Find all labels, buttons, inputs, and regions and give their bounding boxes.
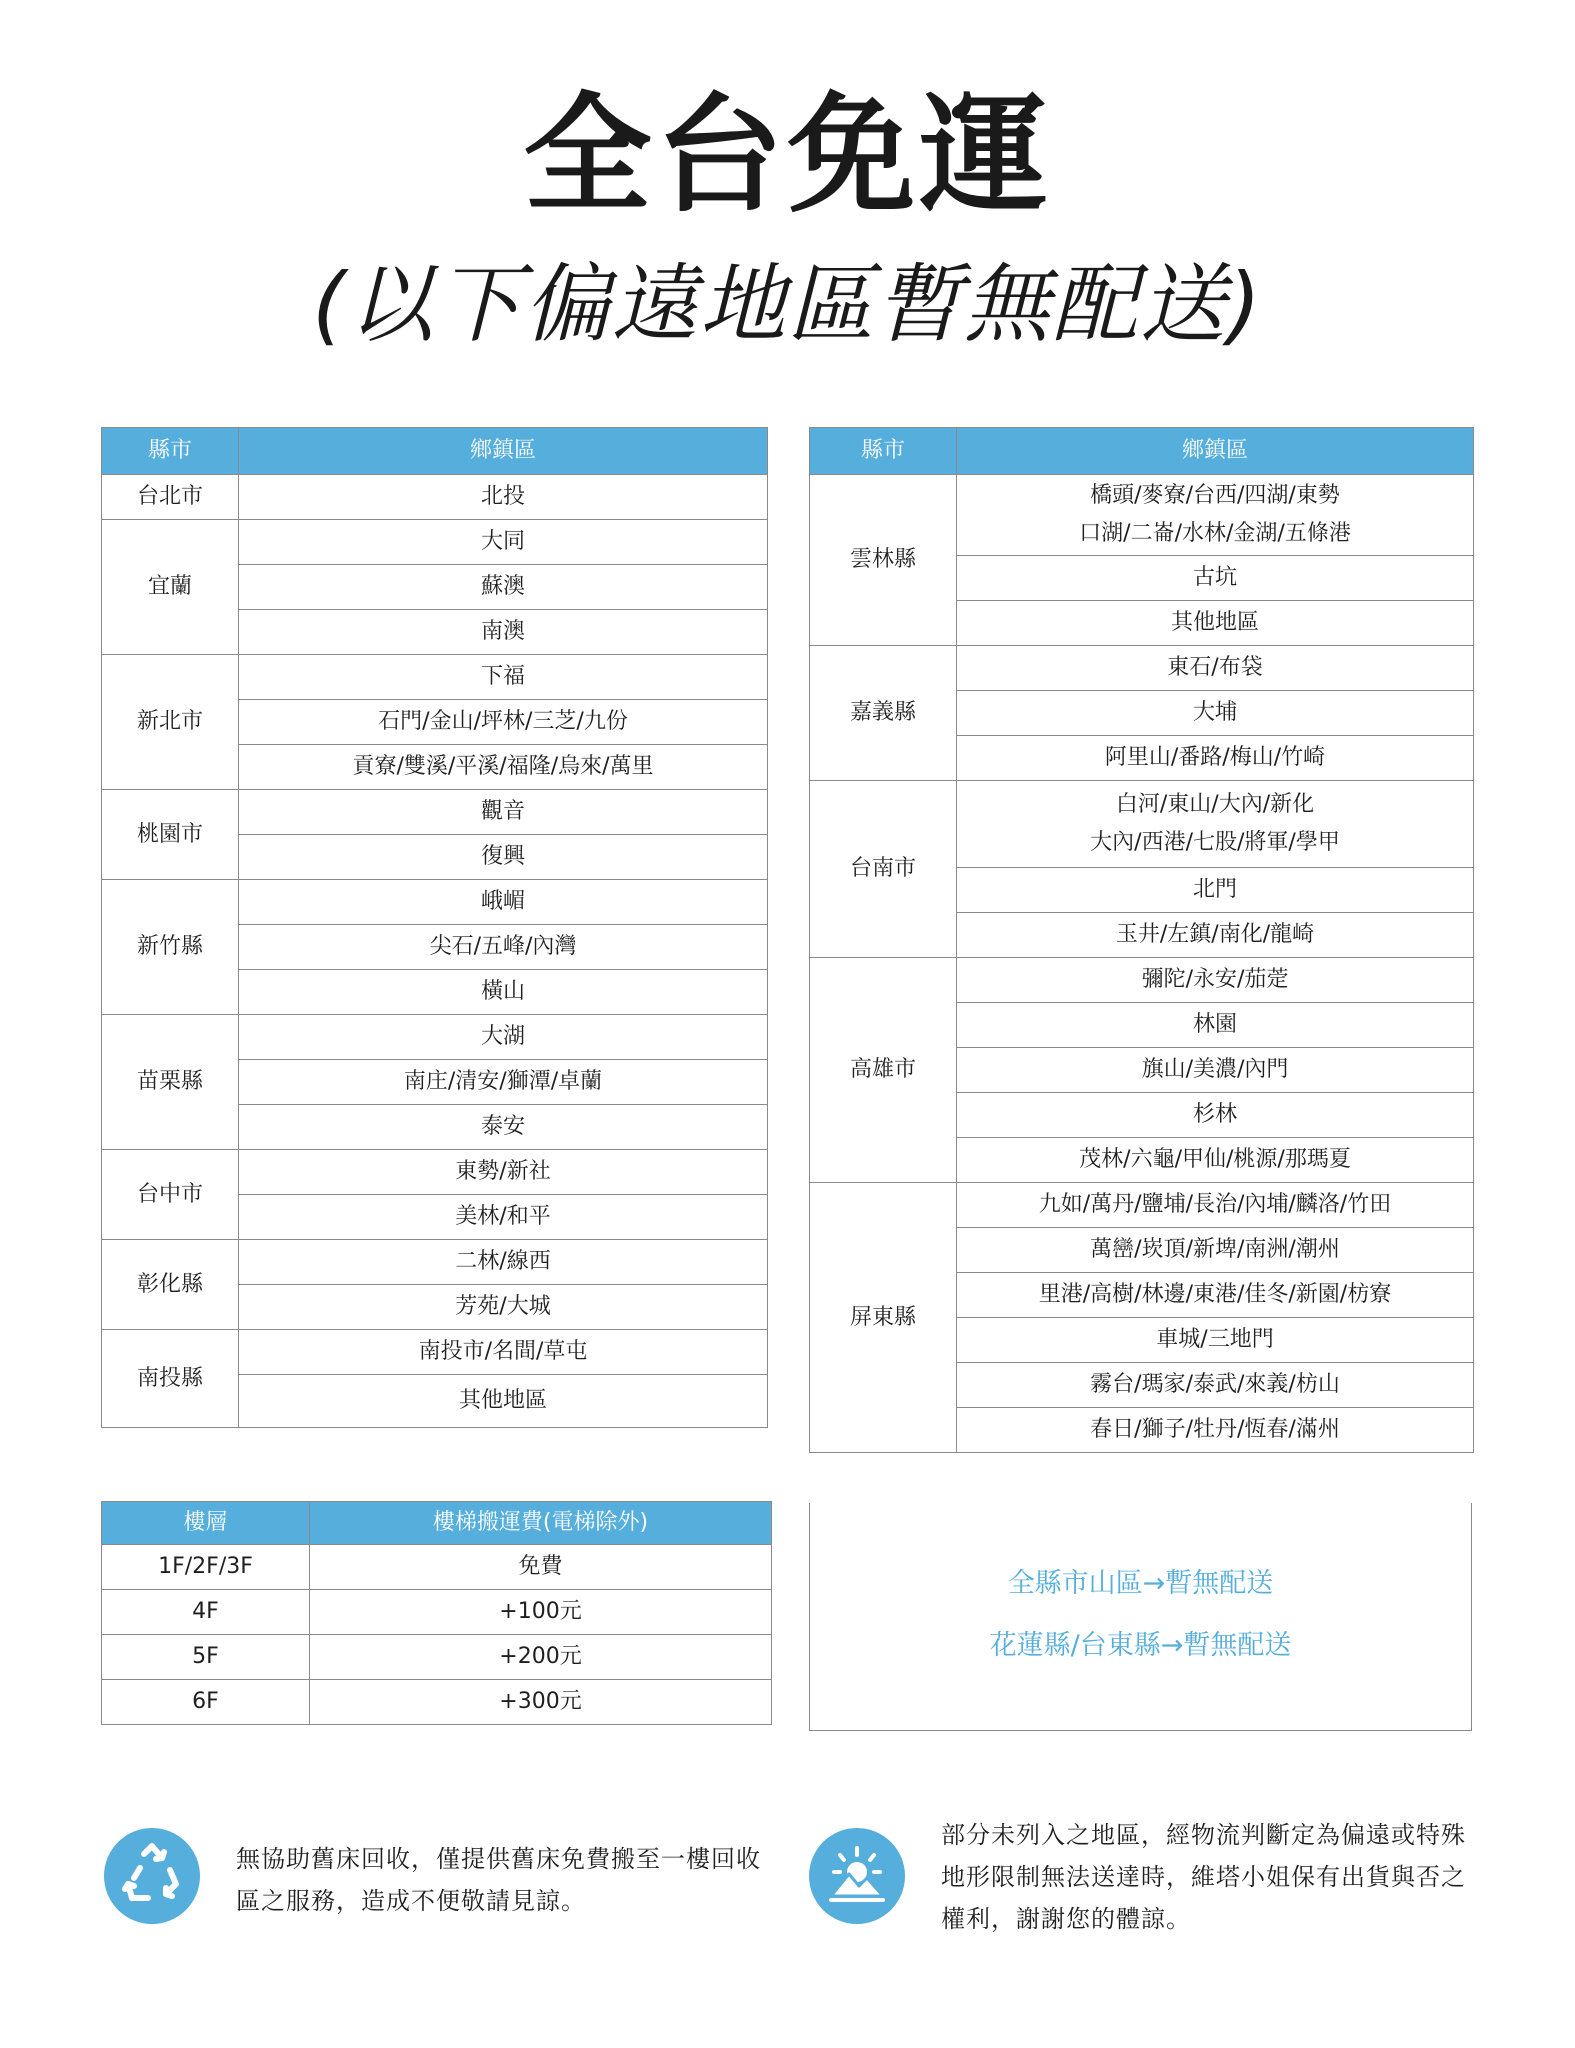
city-cell: 台北市 (102, 475, 239, 520)
city-cell: 屏東縣 (810, 1183, 957, 1453)
page-title: 全台免運 (523, 81, 1052, 230)
table-row (102, 520, 768, 565)
area-line: 橋頭/麥寮/台西/四湖/東勢 (1090, 483, 1340, 508)
area-cell: 橫山 (239, 970, 768, 1015)
city-cell: 苗栗縣 (102, 1015, 239, 1150)
table-row (102, 1545, 772, 1590)
right-region-table (809, 427, 1474, 1453)
area-cell: 大埔 (957, 691, 1474, 736)
floor-cell: 4F (102, 1590, 310, 1635)
column-header-city: 縣市 (102, 428, 239, 475)
city-cell: 高雄市 (810, 958, 957, 1183)
note-hualien-taitung: 花蓮縣/台東縣→暫無配送 (989, 1630, 1292, 1661)
area-cell: 東勢/新社 (239, 1150, 768, 1195)
recycle-note (236, 1838, 776, 1922)
area-cell: 東石/布袋 (957, 646, 1474, 691)
recycle-note-line: 區之服務，造成不便敬請見諒。 (236, 1887, 586, 1915)
city-cell: 嘉義縣 (810, 646, 957, 781)
city-cell: 新北市 (102, 655, 239, 790)
column-header-floor: 樓層 (102, 1502, 310, 1545)
area-cell: 觀音 (239, 790, 768, 835)
area-cell: 美林/和平 (239, 1195, 768, 1240)
table-row (102, 475, 768, 520)
table-row (102, 1015, 768, 1060)
city-cell: 南投縣 (102, 1330, 239, 1428)
area-cell: 茂林/六龜/甲仙/桃源/那瑪夏 (957, 1138, 1474, 1183)
floor-cell: 6F (102, 1680, 310, 1725)
area-cell: 下福 (239, 655, 768, 700)
fee-cell: +300元 (310, 1680, 772, 1725)
floor-cell: 5F (102, 1635, 310, 1680)
city-cell: 桃園市 (102, 790, 239, 880)
table-row (102, 1330, 768, 1375)
area-cell: 二林/線西 (239, 1240, 768, 1285)
table-row (102, 880, 768, 925)
area-cell: 峨嵋 (239, 880, 768, 925)
area-cell: 尖石/五峰/內灣 (239, 925, 768, 970)
table-row (102, 1680, 772, 1725)
column-header-area: 鄉鎮區 (957, 428, 1474, 475)
left-region-table (101, 427, 768, 1428)
area-cell: 杉林 (957, 1093, 1474, 1138)
area-cell: 芳苑/大城 (239, 1285, 768, 1330)
city-cell: 宜蘭 (102, 520, 239, 655)
area-line: 口湖/二崙/水林/金湖/五條港 (1079, 521, 1351, 546)
mountain-sun-icon (809, 1828, 905, 1924)
area-cell: 北門 (957, 868, 1474, 913)
area-cell: 大湖 (239, 1015, 768, 1060)
remote-area-note (941, 1814, 1481, 1940)
recycle-note-line: 無協助舊床回收，僅提供舊床免費搬至一樓回收 (236, 1845, 761, 1873)
column-header-city: 縣市 (810, 428, 957, 475)
no-delivery-note-box (809, 1503, 1472, 1731)
remote-note-line: 權利，謝謝您的體諒。 (941, 1905, 1191, 1933)
area-cell: 彌陀/永安/茄萣 (957, 958, 1474, 1003)
area-cell: 旗山/美濃/內門 (957, 1048, 1474, 1093)
floor-cell: 1F/2F/3F (102, 1545, 310, 1590)
city-cell: 台中市 (102, 1150, 239, 1240)
area-cell: 其他地區 (239, 1375, 768, 1428)
area-cell: 玉井/左鎮/南化/龍崎 (957, 913, 1474, 958)
area-cell: 林園 (957, 1003, 1474, 1048)
city-cell: 新竹縣 (102, 880, 239, 1015)
area-cell: 貢寮/雙溪/平溪/福隆/烏來/萬里 (239, 745, 768, 790)
city-cell: 彰化縣 (102, 1240, 239, 1330)
table-row (102, 1150, 768, 1195)
area-cell: 阿里山/番路/梅山/竹崎 (957, 736, 1474, 781)
fee-cell: +100元 (310, 1590, 772, 1635)
remote-note-line: 部分未列入之地區，經物流判斷定為偏遠或特殊 (941, 1821, 1466, 1849)
area-cell: 霧台/瑪家/泰武/來義/枋山 (957, 1363, 1474, 1408)
table-row (810, 475, 1474, 556)
area-cell: 復興 (239, 835, 768, 880)
area-cell: 南投市/名間/草屯 (239, 1330, 768, 1375)
area-cell: 石門/金山/坪林/三芝/九份 (239, 700, 768, 745)
area-cell: 里港/高樹/林邊/東港/佳冬/新園/枋寮 (957, 1273, 1474, 1318)
note-mountain-areas: 全縣市山區→暫無配送 (1007, 1568, 1274, 1599)
city-cell: 台南市 (810, 781, 957, 958)
table-header-row (102, 428, 768, 475)
area-cell: 九如/萬丹/鹽埔/長治/內埔/麟洛/竹田 (957, 1183, 1474, 1228)
column-header-fee: 樓梯搬運費(電梯除外) (310, 1502, 772, 1545)
table-row (810, 1183, 1474, 1228)
table-row (102, 1635, 772, 1680)
table-header-row (810, 428, 1474, 475)
area-line: 大內/西港/七股/將軍/學甲 (1090, 830, 1340, 855)
stair-fee-table (101, 1501, 772, 1725)
area-cell: 萬巒/崁頂/新埤/南洲/潮州 (957, 1228, 1474, 1273)
area-cell (957, 475, 1474, 556)
fee-cell: 免費 (310, 1545, 772, 1590)
area-cell: 車城/三地門 (957, 1318, 1474, 1363)
table-row (102, 790, 768, 835)
table-row (810, 781, 1474, 868)
area-cell: 其他地區 (957, 601, 1474, 646)
area-cell: 古坑 (957, 556, 1474, 601)
area-cell (957, 781, 1474, 868)
remote-note-line: 地形限制無法送達時，維塔小姐保有出貨與否之 (941, 1863, 1466, 1891)
area-cell: 南庄/清安/獅潭/卓蘭 (239, 1060, 768, 1105)
area-cell: 蘇澳 (239, 565, 768, 610)
fee-cell: +200元 (310, 1635, 772, 1680)
table-row (810, 958, 1474, 1003)
area-cell: 春日/獅子/牡丹/恆春/滿州 (957, 1408, 1474, 1453)
table-row (810, 646, 1474, 691)
table-header-row (102, 1502, 772, 1545)
table-row (102, 1240, 768, 1285)
area-cell: 大同 (239, 520, 768, 565)
area-line: 白河/東山/大內/新化 (1115, 792, 1315, 817)
page-subtitle: (以下偏遠地區暫無配送) (311, 255, 1264, 355)
city-cell: 雲林縣 (810, 475, 957, 646)
area-cell: 南澳 (239, 610, 768, 655)
area-cell: 北投 (239, 475, 768, 520)
area-cell: 泰安 (239, 1105, 768, 1150)
table-row (102, 1590, 772, 1635)
table-row (102, 655, 768, 700)
column-header-area: 鄉鎮區 (239, 428, 768, 475)
recycle-icon (104, 1828, 200, 1924)
